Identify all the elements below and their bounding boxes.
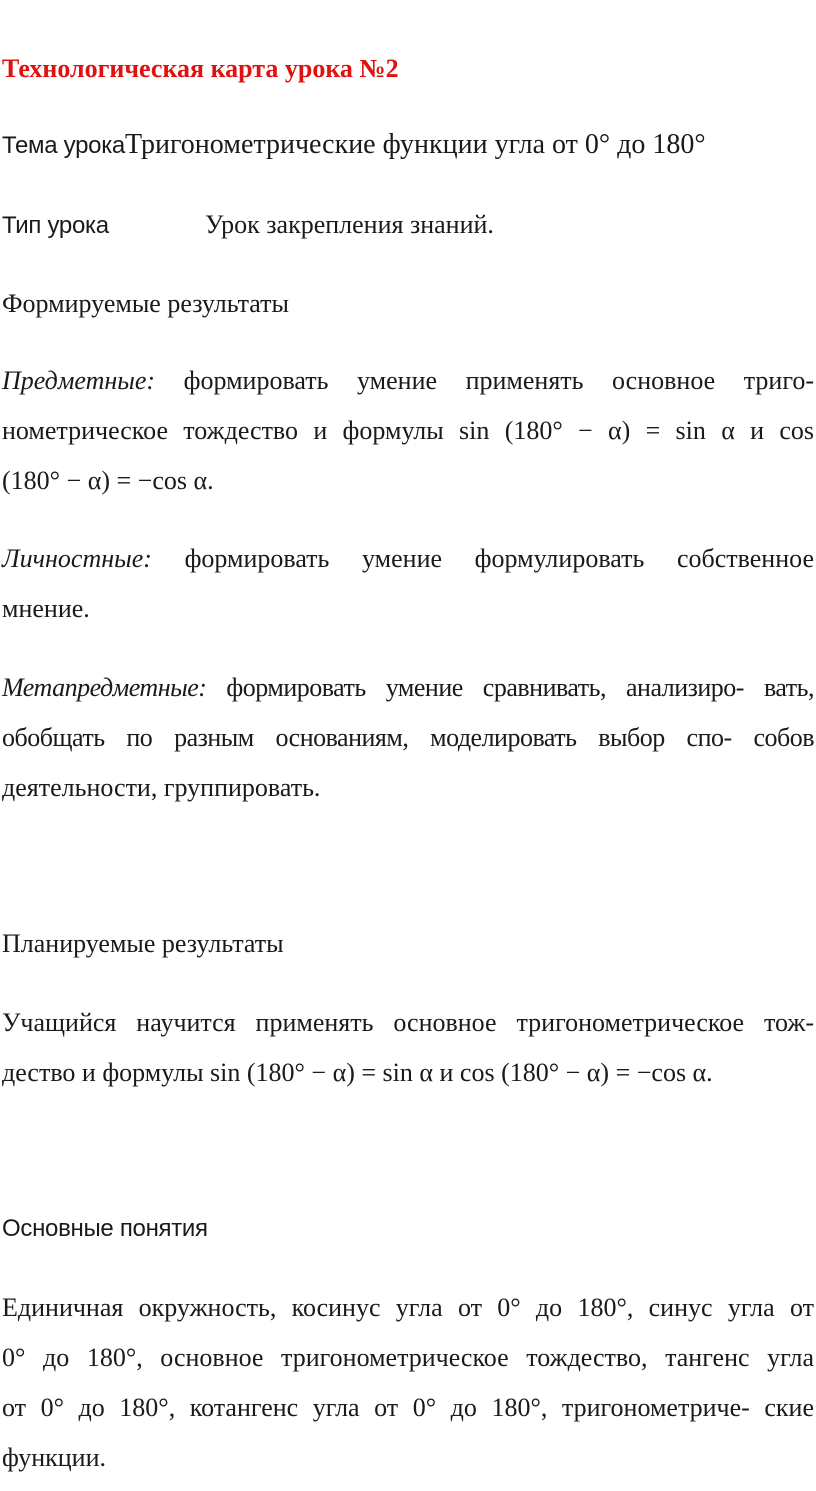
meta-results-line-2: обобщать по разным основаниям, моделировать выбор спо- собов [2, 723, 814, 752]
meta-results-label: Метапредметные: [2, 673, 207, 702]
personal-results-label: Личностные: [2, 544, 152, 573]
personal-results-line-1: Личностные: формировать умение формулировать собственное [2, 544, 814, 573]
basic-concepts-heading: Основные понятия [2, 1215, 208, 1242]
meta-results-line-3: деятельности, группировать. [2, 773, 321, 802]
lesson-type-row [2, 210, 494, 241]
basic-concepts-line-1: Единичная окружность, косинус угла от 0° до 180°, синус угла от [2, 1293, 814, 1322]
basic-concepts-line-2: 0° до 180°, основное тригонометрическое тождество, тангенс угла [2, 1343, 814, 1372]
subject-results-label: Предметные: [2, 366, 156, 395]
basic-concepts-line-4: функции. [2, 1443, 106, 1472]
subject-results-line-3: (180° − α) = −cos α. [2, 466, 214, 495]
personal-results-line-2: мнение. [2, 594, 90, 623]
basic-concepts-line-3: от 0° до 180°, котангенс угла от 0° до 180°, тригонометриче- ские [2, 1393, 814, 1422]
planned-results-line-2: дество и формулы sin (180° − α) = sin α и cos (180° − α) = −cos α. [2, 1058, 713, 1087]
topic-value: Тригонометрические функции угла от 0° до 180° [124, 129, 706, 160]
formed-results-heading: Формируемые результаты [2, 289, 289, 318]
subject-results-line-1: Предметные: формировать умение применять основное триго- [2, 366, 814, 395]
planned-results-heading: Планируемые результаты [2, 929, 284, 958]
page-title: Технологическая карта урока №2 [2, 54, 399, 83]
lesson-type-label: Тип урока [2, 212, 109, 239]
topic-row [2, 130, 706, 161]
meta-results-line-1: Метапредметные: формировать умение сравнивать, анализиро- вать, [2, 673, 814, 702]
topic-label: Тема урока [2, 132, 125, 159]
planned-results-line-1: Учащийся научится применять основное тригонометрическое тож- [2, 1008, 814, 1037]
subject-results-line-2: нометрическое тождество и формулы sin (180° − α) = sin α и cos [2, 416, 814, 445]
lesson-type-value: Урок закрепления знаний. [205, 210, 494, 239]
